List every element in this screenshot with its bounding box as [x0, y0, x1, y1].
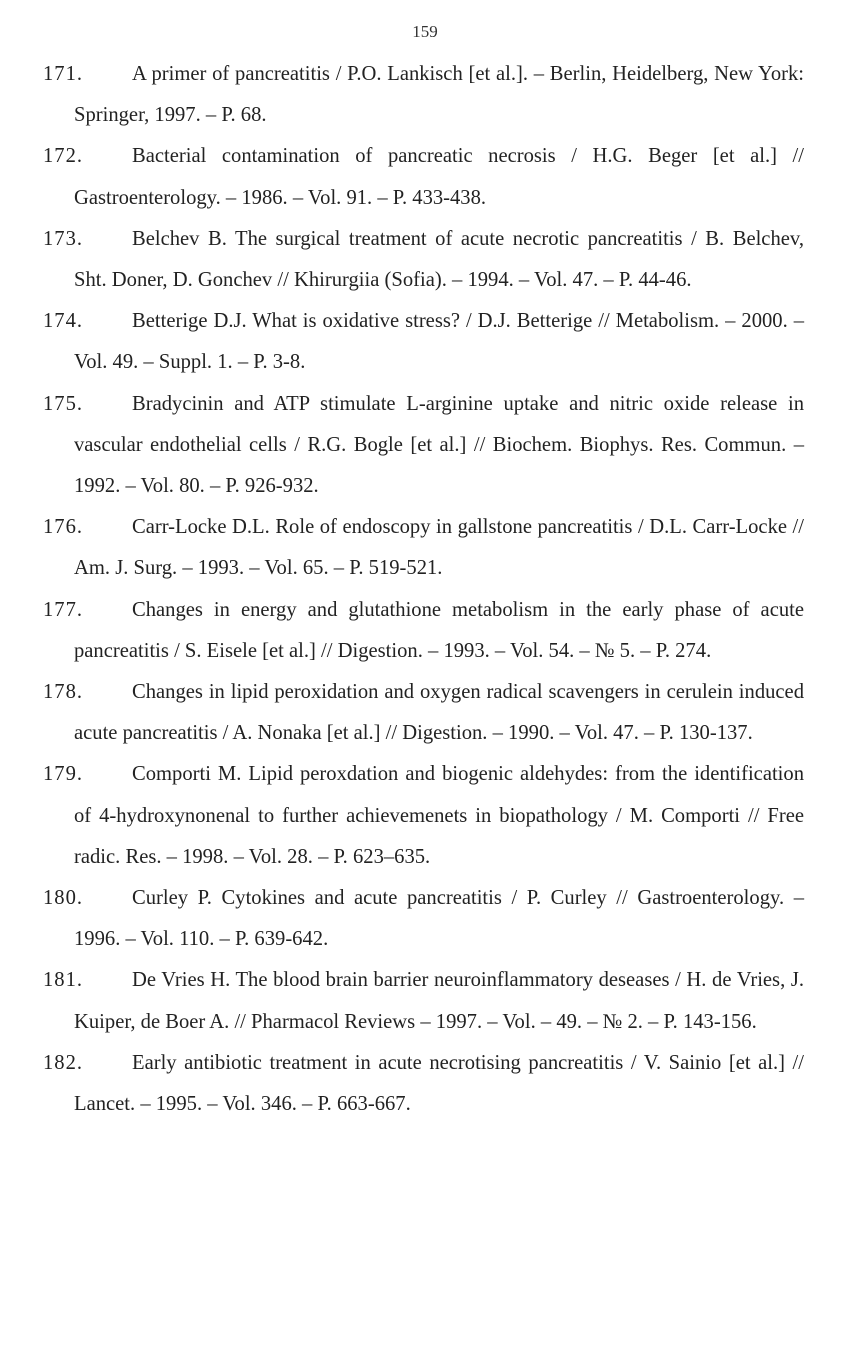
reference-text: Betterige D.J. What is oxidative stress? / D.J. Betterige // Metabolism. – 2000. – Vol. 49. – Suppl. 1. – P. 3-8. — [74, 310, 804, 374]
reference-text: Comporti M. Lipid peroxdation and biogenic aldehydes: from the identification of 4-hydroxynonenal to further achievemenets in biopathology / M. Comporti // Free radic. Res. – 1998. – Vol. 28. – P. 623–635. — [74, 763, 804, 868]
reference-item — [43, 672, 804, 754]
reference-item — [43, 754, 804, 878]
reference-number: 182. — [43, 1051, 84, 1074]
reference-item — [43, 136, 804, 218]
reference-item — [43, 878, 804, 960]
reference-item — [43, 219, 804, 301]
reference-list — [0, 54, 850, 1125]
reference-text: Bradycinin and ATP stimulate L-arginine uptake and nitric oxide release in vascular endothelial cells / R.G. Bogle [et al.] // Biochem. Biophys. Res. Commun. – 1992. – Vol. 80. – P. 926-932. — [74, 392, 804, 498]
reference-number: 178. — [43, 681, 84, 704]
reference-text: Early antibiotic treatment in acute necrotising pancreatitis / V. Sainio [et al.] // Lancet. – 1995. – Vol. 346. – P. 663-667. — [74, 1051, 804, 1116]
reference-item — [43, 301, 804, 383]
reference-number: 172. — [43, 145, 84, 168]
reference-number: 181. — [43, 969, 84, 992]
reference-text: De Vries H. The blood brain barrier neuroinflammatory deseases / H. de Vries, J. Kuiper, de Boer A. // Pharmacol Reviews – 1997. – Vol. – 49. – № 2. – P. 143-156. — [74, 969, 804, 1033]
reference-number: 173. — [43, 227, 84, 250]
reference-text: Changes in energy and glutathione metabolism in the early phase of acute pancreatitis / S. Eisele [et al.] // Digestion. – 1993. – Vol. 54. – № 5. – P. 274. — [74, 598, 804, 662]
reference-number: 175. — [43, 392, 84, 415]
reference-item — [43, 384, 804, 508]
reference-number: 177. — [43, 598, 84, 621]
reference-number: 179. — [43, 763, 84, 786]
reference-number: 171. — [43, 63, 84, 85]
reference-number: 180. — [43, 887, 84, 910]
reference-text: Bacterial contamination of pancreatic necrosis / H.G. Beger [et al.] // Gastroenterology. – 1986. – Vol. 91. – P. 433-438. — [74, 145, 804, 209]
reference-text: Changes in lipid peroxidation and oxygen radical scavengers in cerulein induced acute pancreatitis / A. Nonaka [et al.] // Digestion. – 1990. – Vol. 47. – P. 130-137. — [74, 681, 804, 745]
reference-number: 174. — [43, 310, 84, 333]
reference-text: Belchev B. The surgical treatment of acute necrotic pancreatitis / B. Belchev, Sht. Doner, D. Gonchev // Khirurgiia (Sofia). – 1994. – Vol. 47. – P. 44-46. — [74, 227, 804, 292]
reference-text: Curley P. Cytokines and acute pancreatitis / P. Curley // Gastroenterology. – 1996. – Vol. 110. – P. 639-642. — [74, 887, 804, 951]
reference-item — [43, 590, 804, 672]
reference-text: Carr-Locke D.L. Role of endoscopy in gallstone pancreatitis / D.L. Carr-Locke // Am. J. Surg. – 1993. – Vol. 65. – P. 519-521. — [74, 516, 804, 580]
reference-number: 176. — [43, 516, 84, 539]
page-number: 159 — [412, 22, 438, 41]
reference-text: A primer of pancreatitis / P.O. Lankisch [et al.]. – Berlin, Heidelberg, New York: Springer, 1997. – P. 68. — [74, 63, 804, 127]
reference-item — [43, 507, 804, 589]
reference-item — [43, 960, 804, 1042]
reference-item — [43, 1043, 804, 1125]
reference-item — [43, 54, 804, 136]
